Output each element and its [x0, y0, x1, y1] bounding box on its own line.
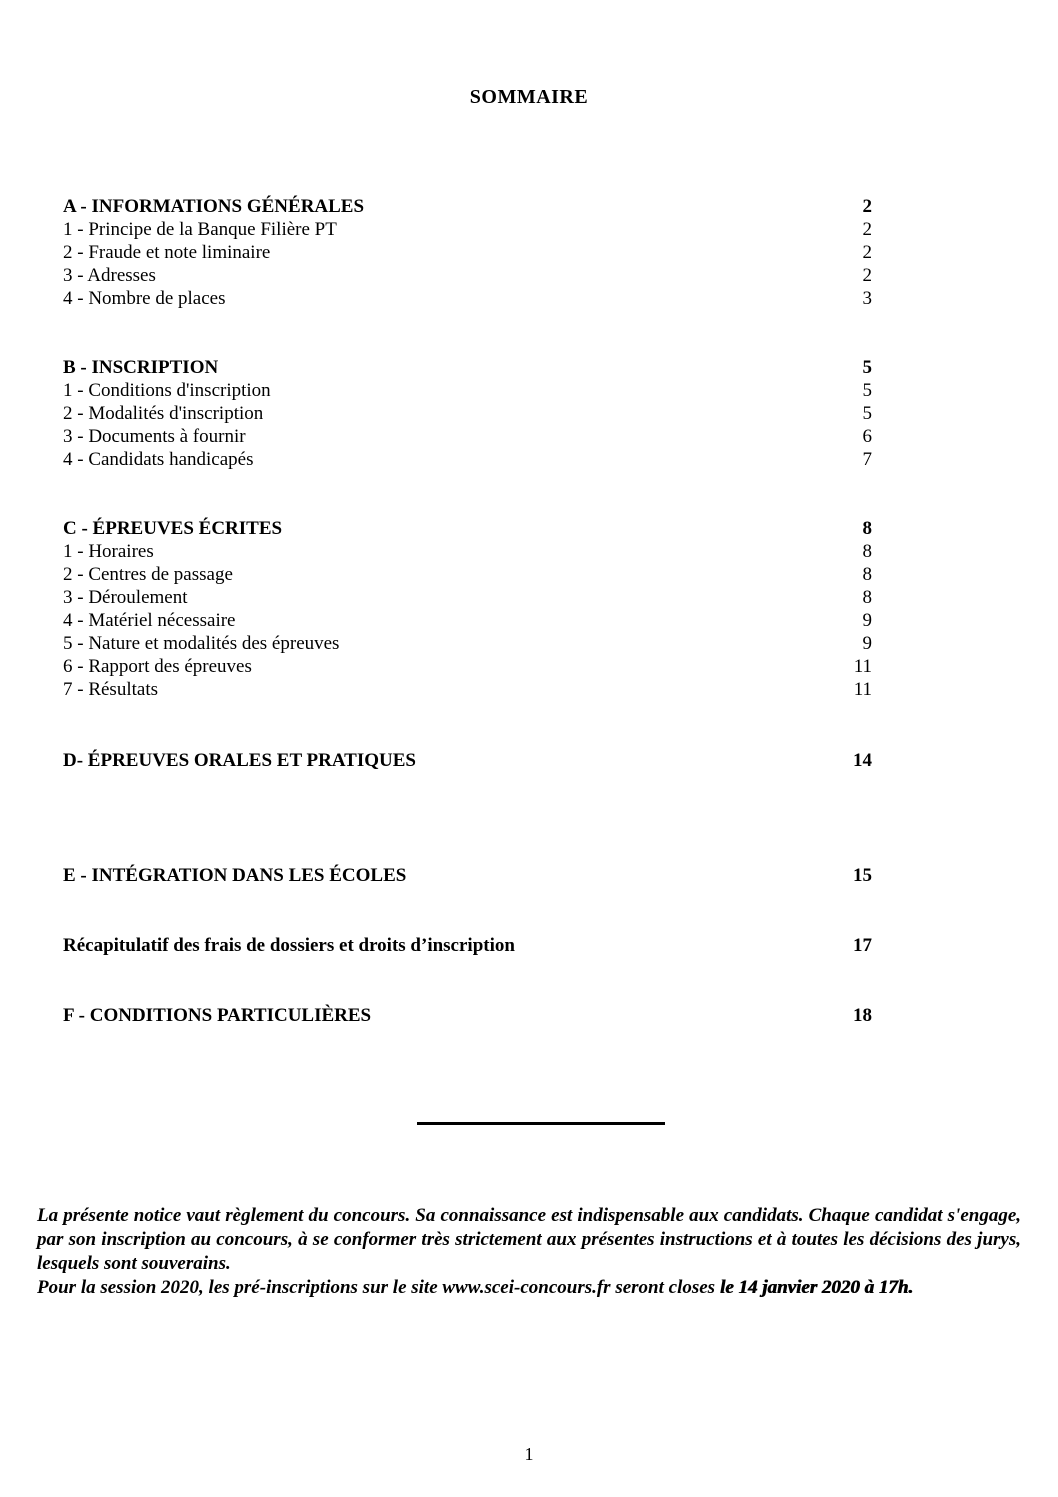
horizontal-rule: [417, 1122, 665, 1125]
toc-entry: [63, 241, 872, 264]
toc-entry-label: 1 - Horaires: [63, 541, 154, 562]
toc-section-heading-f: [63, 1004, 872, 1027]
toc-section-heading: [63, 517, 872, 540]
toc-entry-page: 6: [862, 426, 872, 447]
toc-entry: [63, 402, 872, 425]
toc-entry-label: 2 - Centres de passage: [63, 564, 233, 585]
toc-entry-label: 3 - Déroulement: [63, 587, 188, 608]
toc-entry-page: 8: [862, 541, 872, 562]
toc-entry-label: 3 - Documents à fournir: [63, 426, 246, 447]
toc-heading-label: F - CONDITIONS PARTICULIÈRES: [63, 1005, 372, 1026]
toc-heading-page: 2: [862, 196, 872, 217]
table-of-contents: [63, 195, 872, 1027]
notice-block: [37, 1204, 1021, 1300]
toc-entry: [63, 264, 872, 287]
toc-entry-page: 9: [862, 610, 872, 631]
toc-entry-page: 7: [862, 449, 872, 470]
toc-entry: [63, 425, 872, 448]
notice-paragraph: La présente notice vaut règlement du concours. Sa connaissance est indispensable aux candidats. Chaque candidat s'engage, par son inscription au concours, à se conformer très strictement aux présentes instructions et à toutes les décisions des jurys, lesquels sont souverains.: [37, 1205, 1021, 1274]
footer-page-number: 1: [524, 1444, 534, 1464]
toc-entry-label: 2 - Modalités d'inscription: [63, 403, 264, 424]
toc-section-heading: [63, 356, 872, 379]
toc-entry-recapitulatif: [63, 934, 872, 957]
toc-heading-page: 18: [853, 1005, 872, 1026]
notice-closing-lead: Pour la session 2020, les pré-inscriptions sur le site www.scei-concours.fr seront closes: [37, 1277, 720, 1298]
toc-entry-page: 2: [862, 219, 872, 240]
toc-entry: [63, 609, 872, 632]
toc-heading-label: C - ÉPREUVES ÉCRITES: [63, 518, 283, 539]
toc-entry-label: 1 - Conditions d'inscription: [63, 380, 271, 401]
toc-entry-page: 2: [862, 242, 872, 263]
toc-entry: [63, 678, 872, 701]
toc-heading-label: E - INTÉGRATION DANS LES ÉCOLES: [63, 865, 407, 886]
toc-heading-label: D- ÉPREUVES ORALES ET PRATIQUES: [63, 750, 416, 771]
toc-section-heading: [63, 195, 872, 218]
toc-entry: [63, 540, 872, 563]
toc-entry-page: 8: [862, 587, 872, 608]
toc-heading-page: 14: [853, 750, 872, 771]
toc-entry: [63, 632, 872, 655]
toc-entry-page: 11: [853, 656, 872, 677]
toc-entry-page: 8: [862, 564, 872, 585]
toc-entry: [63, 379, 872, 402]
toc-entry-label: 4 - Candidats handicapés: [63, 449, 254, 470]
toc-entry-page: 5: [862, 403, 872, 424]
toc-entry-label: 6 - Rapport des épreuves: [63, 656, 252, 677]
toc-entry-page: 5: [862, 380, 872, 401]
toc-section-heading-e: [63, 864, 872, 887]
notice-closing-line: [37, 1276, 1021, 1300]
toc-entry-label: 3 - Adresses: [63, 265, 156, 286]
toc-entry-label: 5 - Nature et modalités des épreuves: [63, 633, 340, 654]
toc-entry: [63, 218, 872, 241]
toc-heading-label: B - INSCRIPTION: [63, 357, 219, 378]
toc-entry-label: 4 - Matériel nécessaire: [63, 610, 236, 631]
toc-entry: [63, 655, 872, 678]
toc-entry-label: 2 - Fraude et note liminaire: [63, 242, 271, 263]
page-title: SOMMAIRE: [469, 86, 589, 108]
toc-section-a: [63, 195, 872, 310]
toc-entry-label: 4 - Nombre de places: [63, 288, 226, 309]
toc-entry: [63, 586, 872, 609]
toc-heading-page: 5: [862, 357, 872, 378]
toc-heading-label: A - INFORMATIONS GÉNÉRALES: [63, 196, 365, 217]
toc-entry-page: 11: [853, 679, 872, 700]
toc-heading-page: 15: [853, 865, 872, 886]
toc-entry: [63, 448, 872, 471]
toc-entry-label: 7 - Résultats: [63, 679, 158, 700]
toc-section-b: [63, 356, 872, 471]
toc-section-heading-d: [63, 749, 872, 772]
toc-entry-page: 2: [862, 265, 872, 286]
toc-entry: [63, 287, 872, 310]
toc-entry-label: 1 - Principe de la Banque Filière PT: [63, 219, 337, 240]
toc-entry-page: 9: [862, 633, 872, 654]
notice-deadline: le 14 janvier 2020 à 17h.: [719, 1277, 913, 1298]
toc-entry: [63, 563, 872, 586]
toc-heading-page: 17: [853, 935, 872, 956]
toc-heading-page: 8: [862, 518, 872, 539]
toc-heading-label: Récapitulatif des frais de dossiers et droits d’inscription: [63, 935, 515, 956]
toc-entry-page: 3: [862, 288, 872, 309]
toc-section-c: [63, 517, 872, 701]
